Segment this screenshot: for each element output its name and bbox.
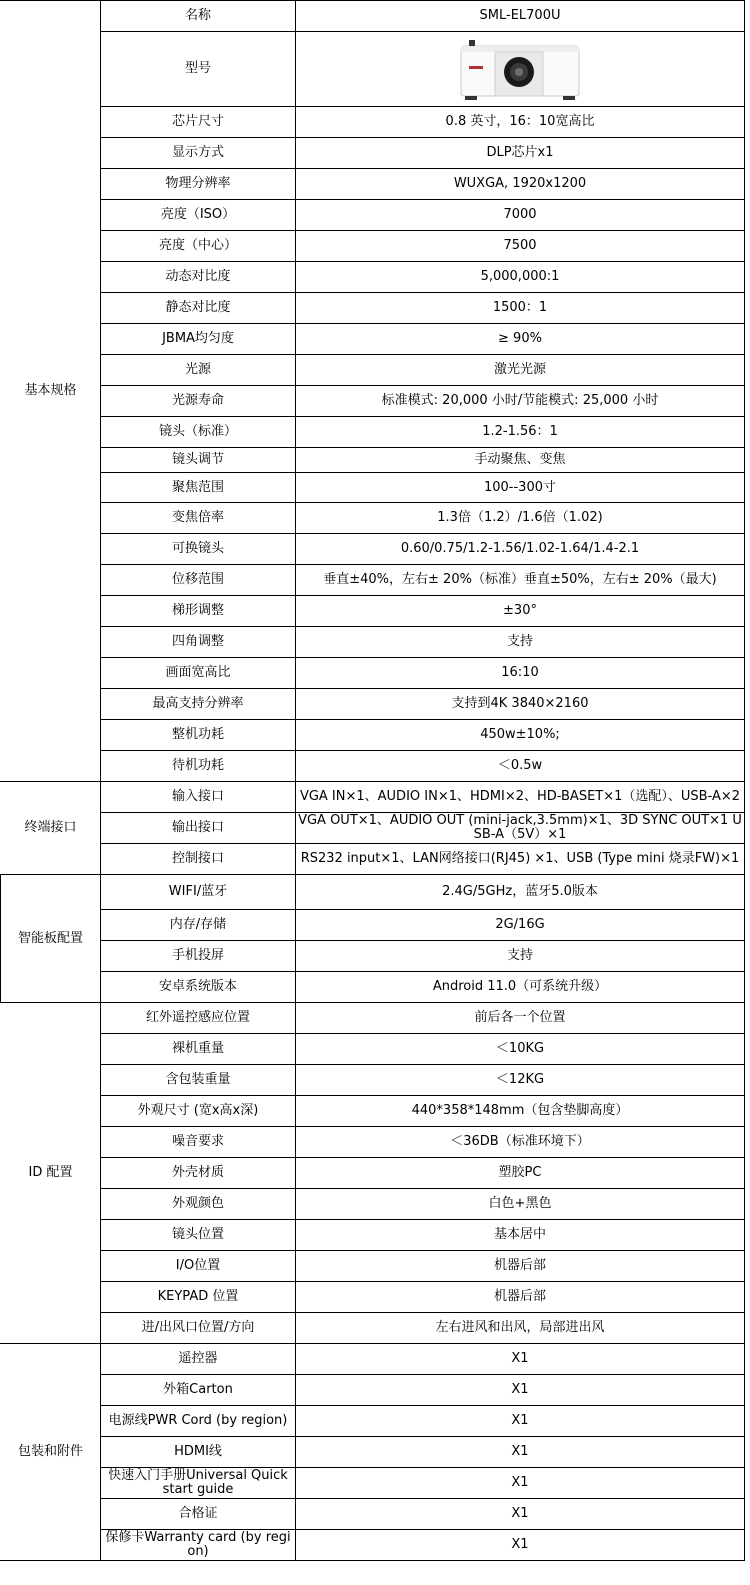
- table-row: [1, 200, 745, 231]
- table-row: [1, 689, 745, 720]
- spec-label: 聚焦范围: [101, 473, 296, 503]
- table-row: [1, 596, 745, 627]
- table-row: [1, 1344, 745, 1375]
- spec-label: 噪音要求: [101, 1127, 296, 1158]
- spec-value: ＜10KG: [296, 1034, 745, 1065]
- spec-value: 支持: [296, 941, 745, 972]
- spec-label: 外壳材质: [101, 1158, 296, 1189]
- spec-label: 光源: [101, 355, 296, 386]
- spec-value: 16:10: [296, 658, 745, 689]
- table-row: [1, 32, 745, 107]
- spec-label: 镜头调节: [101, 448, 296, 473]
- spec-label: 芯片尺寸: [101, 107, 296, 138]
- product-image: [296, 32, 745, 107]
- spec-label: 位移范围: [101, 565, 296, 596]
- table-row: [1, 1530, 745, 1561]
- spec-value: 7500: [296, 231, 745, 262]
- table-row: [1, 844, 745, 875]
- table-row: [1, 1065, 745, 1096]
- spec-label: 含包装重量: [101, 1065, 296, 1096]
- spec-label: 手机投屏: [101, 941, 296, 972]
- table-row: [1, 1251, 745, 1282]
- projector-icon: [455, 34, 585, 104]
- table-row: [1, 1313, 745, 1344]
- table-row: [1, 910, 745, 941]
- spec-value: 0.60/0.75/1.2-1.56/1.02-1.64/1.4-2.1: [296, 534, 745, 565]
- table-row: [1, 1, 745, 32]
- spec-value: 450w±10%;: [296, 720, 745, 751]
- table-row: [1, 473, 745, 503]
- spec-label: I/O位置: [101, 1251, 296, 1282]
- table-row: [1, 565, 745, 596]
- spec-value: 100--300寸: [296, 473, 745, 503]
- table-row: [1, 658, 745, 689]
- spec-label: 输入接口: [101, 782, 296, 813]
- table-row: [1, 1034, 745, 1065]
- spec-value: 0.8 英寸，16：10宽高比: [296, 107, 745, 138]
- spec-label: 最高支持分辨率: [101, 689, 296, 720]
- spec-label: 静态对比度: [101, 293, 296, 324]
- spec-value: ≥ 90%: [296, 324, 745, 355]
- spec-label: 画面宽高比: [101, 658, 296, 689]
- table-row: [1, 751, 745, 782]
- spec-value: 2.4G/5GHz，蓝牙5.0版本: [296, 875, 745, 910]
- spec-value: 支持到4K 3840×2160: [296, 689, 745, 720]
- spec-value: ＜36DB（标准环境下）: [296, 1127, 745, 1158]
- spec-label: HDMI线: [101, 1437, 296, 1468]
- spec-value: X1: [296, 1468, 745, 1499]
- table-row: [1, 941, 745, 972]
- spec-label: 显示方式: [101, 138, 296, 169]
- table-row: [1, 448, 745, 473]
- spec-value: DLP芯片x1: [296, 138, 745, 169]
- spec-label: 安卓系统版本: [101, 972, 296, 1003]
- table-row: [1, 231, 745, 262]
- spec-value: 机器后部: [296, 1282, 745, 1313]
- table-row: [1, 1375, 745, 1406]
- spec-label: 内存/存储: [101, 910, 296, 941]
- spec-value: ＜12KG: [296, 1065, 745, 1096]
- spec-value: Android 11.0（可系统升级）: [296, 972, 745, 1003]
- spec-value: RS232 input×1、LAN网络接口(RJ45) ×1、USB (Type mini 烧录FW)×1: [296, 844, 745, 875]
- spec-value: 440*358*148mm（包含垫脚高度）: [296, 1096, 745, 1127]
- spec-label: 保修卡Warranty card (by region): [101, 1530, 296, 1561]
- table-row: [1, 1003, 745, 1034]
- spec-label: 镜头（标准）: [101, 417, 296, 448]
- spec-value: X1: [296, 1499, 745, 1530]
- table-row: [1, 1437, 745, 1468]
- table-row: [1, 813, 745, 844]
- spec-label: 亮度（中心）: [101, 231, 296, 262]
- spec-label: 控制接口: [101, 844, 296, 875]
- spec-label: 红外遥控感应位置: [101, 1003, 296, 1034]
- table-row: [1, 503, 745, 534]
- spec-value: 白色+黑色: [296, 1189, 745, 1220]
- table-row: [1, 782, 745, 813]
- spec-label: WIFI/蓝牙: [101, 875, 296, 910]
- table-row: [1, 1406, 745, 1437]
- spec-label: 外观颜色: [101, 1189, 296, 1220]
- spec-value: VGA IN×1、AUDIO IN×1、HDMI×2、HD-BASET×1（选配）、USB-A×2: [296, 782, 745, 813]
- table-row: [1, 262, 745, 293]
- spec-value: 1.2-1.56：1: [296, 417, 745, 448]
- table-row: [1, 386, 745, 417]
- spec-label: 亮度（ISO）: [101, 200, 296, 231]
- table-row: [1, 324, 745, 355]
- spec-label: 外观尺寸 (宽x高x深): [101, 1096, 296, 1127]
- spec-value: 支持: [296, 627, 745, 658]
- table-row: [1, 1282, 745, 1313]
- spec-value: X1: [296, 1375, 745, 1406]
- table-row: [1, 1499, 745, 1530]
- table-row: [1, 293, 745, 324]
- category-packing: 包装和附件: [1, 1344, 101, 1561]
- spec-label: 快速入门手册Universal Quick start guide: [101, 1468, 296, 1499]
- category-basic: 基本规格: [1, 1, 101, 782]
- spec-value: 左右进风和出风，局部进出风: [296, 1313, 745, 1344]
- table-row: [1, 534, 745, 565]
- spec-value: 机器后部: [296, 1251, 745, 1282]
- spec-value: 前后各一个位置: [296, 1003, 745, 1034]
- spec-value: WUXGA, 1920x1200: [296, 169, 745, 200]
- spec-label: 外箱Carton: [101, 1375, 296, 1406]
- spec-value: X1: [296, 1406, 745, 1437]
- spec-value: X1: [296, 1437, 745, 1468]
- spec-label: 裸机重量: [101, 1034, 296, 1065]
- table-row: [1, 1220, 745, 1251]
- spec-label: 光源寿命: [101, 386, 296, 417]
- table-row: [1, 627, 745, 658]
- spec-label: 输出接口: [101, 813, 296, 844]
- table-row: [1, 1158, 745, 1189]
- spec-value: 塑胶PC: [296, 1158, 745, 1189]
- spec-value: SML-EL700U: [296, 1, 745, 32]
- spec-label: 遥控器: [101, 1344, 296, 1375]
- spec-label: 四角调整: [101, 627, 296, 658]
- spec-label: 可换镜头: [101, 534, 296, 565]
- spec-value: X1: [296, 1344, 745, 1375]
- spec-value: 激光光源: [296, 355, 745, 386]
- spec-label: 变焦倍率: [101, 503, 296, 534]
- table-row: [1, 169, 745, 200]
- table-row: [1, 1468, 745, 1499]
- table-row: [1, 107, 745, 138]
- category-id: ID 配置: [1, 1003, 101, 1344]
- spec-value: 5,000,000:1: [296, 262, 745, 293]
- table-row: [1, 417, 745, 448]
- spec-label: 电源线PWR Cord (by region): [101, 1406, 296, 1437]
- spec-value: 标准模式: 20,000 小时/节能模式: 25,000 小时: [296, 386, 745, 417]
- table-row: [1, 355, 745, 386]
- spec-label: 梯形调整: [101, 596, 296, 627]
- spec-label: JBMA均匀度: [101, 324, 296, 355]
- spec-label: 合格证: [101, 1499, 296, 1530]
- spec-value: ±30°: [296, 596, 745, 627]
- table-row: [1, 720, 745, 751]
- spec-value: 1500：1: [296, 293, 745, 324]
- spec-label: 镜头位置: [101, 1220, 296, 1251]
- table-row: [1, 138, 745, 169]
- spec-value: 基本居中: [296, 1220, 745, 1251]
- table-row: [1, 1189, 745, 1220]
- spec-value: ＜0.5w: [296, 751, 745, 782]
- spec-value: 垂直±40%，左右± 20%（标准）垂直±50%，左右± 20%（最大): [296, 565, 745, 596]
- spec-label: 型号: [101, 32, 296, 107]
- table-row: [1, 972, 745, 1003]
- spec-label: 名称: [101, 1, 296, 32]
- table-row: [1, 1127, 745, 1158]
- spec-label: 物理分辨率: [101, 169, 296, 200]
- spec-value: X1: [296, 1530, 745, 1561]
- spec-value: 7000: [296, 200, 745, 231]
- spec-label: 进/出风口位置/方向: [101, 1313, 296, 1344]
- table-row: [1, 875, 745, 910]
- spec-label: 动态对比度: [101, 262, 296, 293]
- spec-value: 2G/16G: [296, 910, 745, 941]
- spec-value: VGA OUT×1、AUDIO OUT (mini-jack,3.5mm)×1、3D SYNC OUT×1 USB-A（5V）×1: [296, 813, 745, 844]
- spec-label: KEYPAD 位置: [101, 1282, 296, 1313]
- spec-label: 整机功耗: [101, 720, 296, 751]
- spec-value: 手动聚焦、变焦: [296, 448, 745, 473]
- category-smart: 智能板配置: [1, 875, 101, 1003]
- spec-label: 待机功耗: [101, 751, 296, 782]
- table-row: [1, 1096, 745, 1127]
- spec-value: 1.3倍（1.2）/1.6倍（1.02): [296, 503, 745, 534]
- category-terminal: 终端接口: [1, 782, 101, 875]
